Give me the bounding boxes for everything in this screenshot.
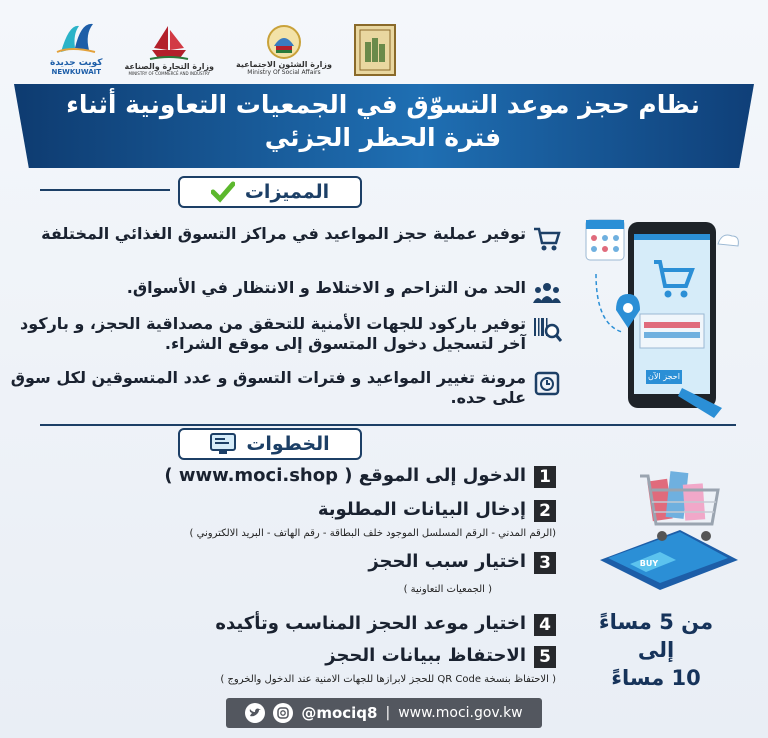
step-3-note: ( الجمعيات التعاونية ) — [403, 584, 492, 595]
step-4: 4 اختيار موعد الحجز المناسب وتأكيده — [0, 614, 556, 638]
twitter-icon[interactable] — [245, 703, 265, 723]
step-1: 1 الدخول إلى الموقع ( www.moci.shop ) — [0, 466, 556, 490]
steps-heading-box — [178, 428, 362, 460]
features-divider — [40, 189, 170, 191]
phone-illustration — [582, 214, 742, 428]
dhow-ship-icon — [146, 22, 192, 62]
step-2-note: (الرقم المدني - الرقم المسلسل الموجود خلف البطاقة - رقم الهاتف - البريد الالكتروني ) — [189, 528, 556, 539]
crowd-icon — [532, 278, 562, 308]
cart-tablet-illustration — [590, 450, 740, 590]
step-2: 2 إدخال البيانات المطلوبة — [0, 500, 556, 524]
book-now-button: احجز الآن — [648, 372, 680, 381]
commerce-ministry-logo: وزارة التجارة والصناعة MINISTRY OF COMMERCE AND INDUSTRY — [125, 22, 215, 76]
footer-bar — [226, 698, 542, 728]
step-5: 5 الاحتفاظ ببيانات الحجز — [0, 646, 556, 670]
barcode-search-icon — [532, 314, 562, 344]
municipality-logo — [354, 24, 396, 76]
kuwait-emblem-icon — [266, 24, 302, 60]
new-kuwait-logo: كويت جديدة NEWKUWAIT — [50, 18, 103, 76]
website-link[interactable]: www.moci.gov.kw — [398, 705, 523, 721]
footer-separator: | — [385, 705, 391, 721]
steps-heading: الخطوات — [246, 433, 330, 455]
feature-item: مرونة تغيير المواعيد و فترات التسوق و عدد المتسوقين لكل سوق على حده. — [0, 368, 562, 412]
step-5-note: ( الاحتفاظ بنسخة QR Code للحجز لابرازها للجهات الامنية عند الدخول والخروج ) — [220, 674, 556, 685]
instagram-icon[interactable] — [273, 703, 293, 723]
steps-divider — [40, 424, 736, 426]
features-heading: المميزات — [244, 181, 330, 203]
feature-item: توفير باركود للجهات الأمنية للتحقق من مصداقية الحجز، و باركود آخر لتسجيل دخول المتسوق إلى موقع الشراء. — [0, 314, 562, 358]
buy-label: BUY — [639, 559, 659, 568]
shopping-hours-line2: 10 مساءً — [611, 666, 701, 690]
municipality-emblem-icon — [354, 24, 396, 76]
new-kuwait-icon — [51, 18, 101, 58]
feature-item: الحد من التزاحم و الاختلاط و الانتظار في الأسواق. — [0, 278, 562, 302]
shopping-hours-line1: من 5 مساءً إلى — [598, 610, 714, 662]
social-handle[interactable]: @mociq8 — [301, 704, 378, 722]
features-heading-box — [178, 176, 362, 208]
page-title: نظام حجز موعد التسوّق في الجمعيات التعاونية أثناء فترة الحظر الجزئي — [66, 90, 700, 152]
step-3: 3 اختيار سبب الحجز — [0, 552, 556, 576]
feature-item: توفير عملية حجز المواعيد في مراكز التسوق الغذائي المختلفة — [0, 224, 562, 268]
social-affairs-logo: وزارة الشئون الاجتماعية Ministry Of Social Affairs — [236, 24, 332, 76]
shopping-hours — [580, 608, 732, 692]
check-icon — [211, 181, 235, 203]
logos-row — [50, 10, 396, 76]
monitor-list-icon — [210, 433, 236, 455]
shopping-cart-icon — [532, 224, 562, 254]
schedule-clock-icon — [532, 368, 562, 398]
